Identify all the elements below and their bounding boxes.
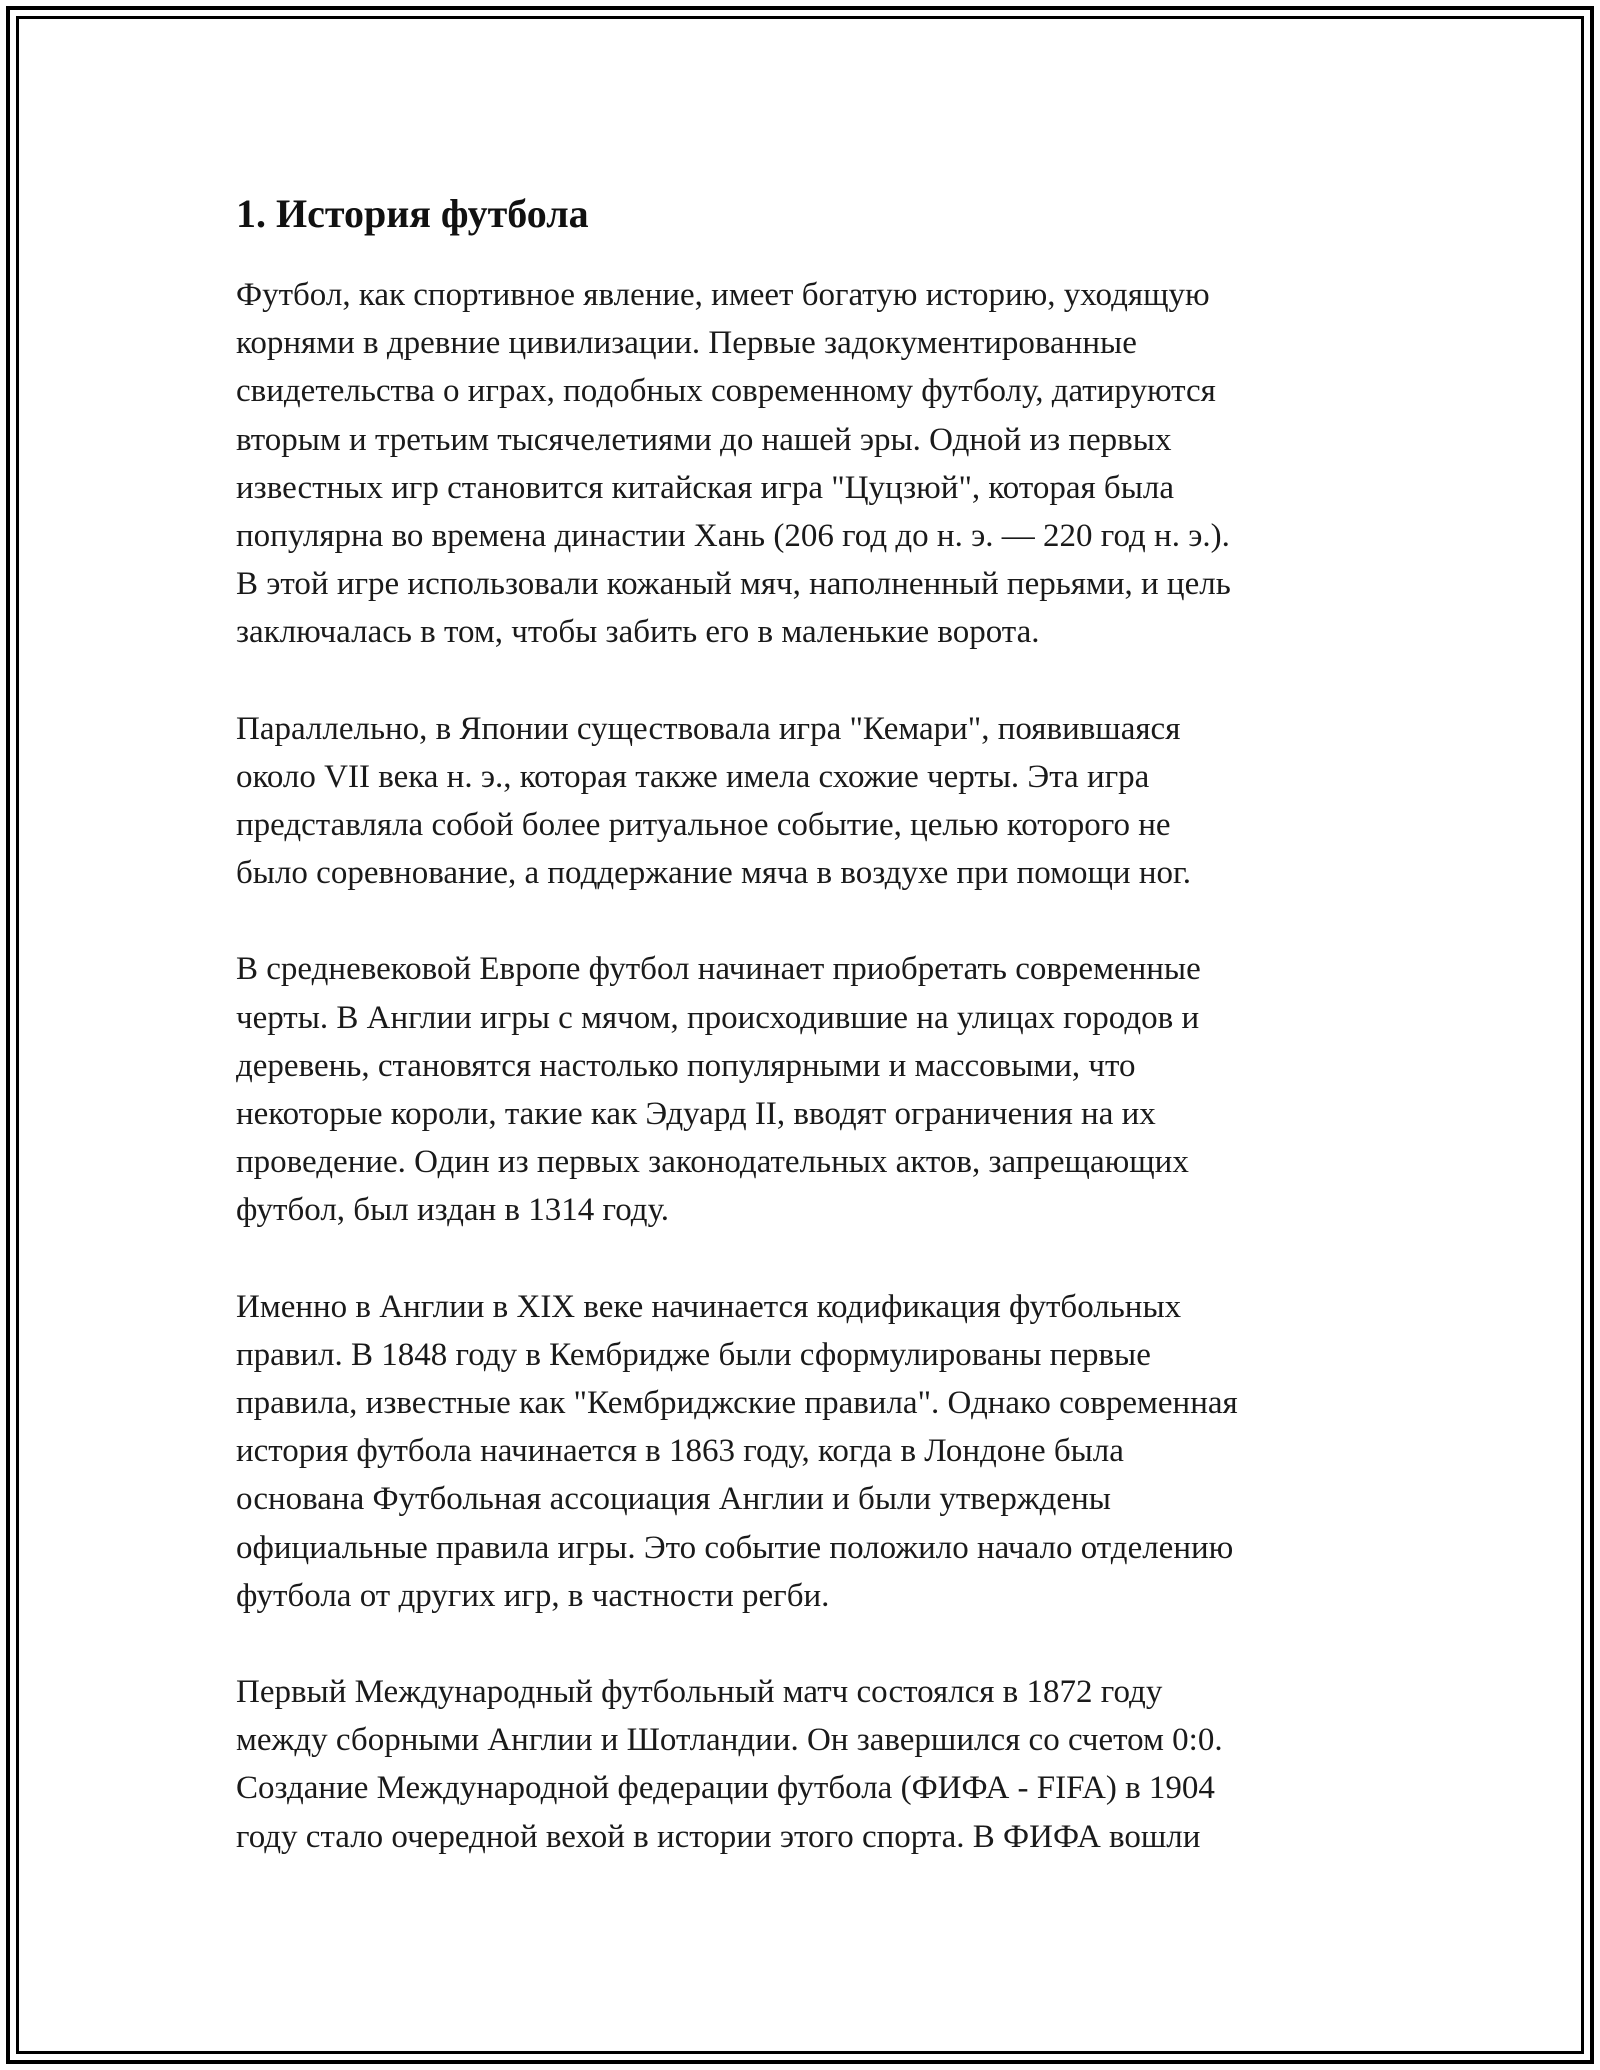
paragraph — [236, 945, 1366, 1234]
paragraph-line: некоторые короли, такие как Эдуард II, вводят ограничения на их — [236, 1096, 1156, 1133]
paragraph-line: проведение. Один из первых законодательных актов, запрещающих — [236, 1144, 1189, 1181]
paragraph — [236, 1283, 1366, 1620]
paragraph-line: свидетельства о играх, подобных современному футболу, датируются — [236, 373, 1216, 410]
paragraph-line: основана Футбольная ассоциация Англии и были утверждены — [236, 1481, 1111, 1518]
paragraph-line: Параллельно, в Японии существовала игра "Кемари", появившаяся — [236, 710, 1181, 747]
paragraph-line: официальные правила игры. Это событие положило начало отделению — [236, 1529, 1234, 1566]
paragraph-line: заключалась в том, чтобы забить его в маленькие ворота. — [236, 614, 1040, 651]
paragraph-line: представляла собой более ритуальное событие, целью которого не — [236, 807, 1171, 844]
document-body — [236, 186, 1366, 1909]
paragraph — [236, 271, 1366, 657]
paragraph-line: между сборными Англии и Шотландии. Он завершился со счетом 0:0. — [236, 1722, 1223, 1759]
paragraph-line: черты. В Англии игры с мячом, происходившие на улицах городов и — [236, 999, 1200, 1036]
paragraph-line: известных игр становится китайская игра "Цуцзюй", которая была — [236, 469, 1174, 506]
paragraph-line: Первый Международный футбольный матч состоялся в 1872 году — [236, 1674, 1163, 1711]
paragraph-line: году стало очередной вехой в истории этого спорта. В ФИФА вошли — [236, 1818, 1201, 1855]
paragraph-line: деревень, становятся настолько популярными и массовыми, что — [236, 1047, 1136, 1084]
paragraph — [236, 1668, 1366, 1861]
paragraph-line: история футбола начинается в 1863 году, когда в Лондоне была — [236, 1433, 1124, 1470]
paragraph-line: правила, известные как "Кембриджские правила". Однако современная — [236, 1385, 1238, 1422]
paragraph-line: футбола от других игр, в частности регби. — [236, 1577, 830, 1614]
paragraph-line: популярна во времена династии Хань (206 год до н. э. — 220 год н. э.). — [236, 518, 1230, 555]
paragraph-list — [236, 271, 1366, 1861]
paragraph-line: вторым и третьим тысячелетиями до нашей эры. Одной из первых — [236, 421, 1172, 458]
paragraph-line: около VII века н. э., которая также имела схожие черты. Эта игра — [236, 758, 1150, 795]
paragraph-line: Именно в Англии в XIX веке начинается кодификация футбольных — [236, 1288, 1182, 1325]
paragraph-line: В средневековой Европе футбол начинает приобретать современные — [236, 951, 1201, 988]
paragraph-line: Футбол, как спортивное явление, имеет богатую историю, уходящую — [236, 277, 1210, 313]
paragraph-line: правил. В 1848 году в Кембридже были сформулированы первые — [236, 1336, 1151, 1373]
paragraph-line: было соревнование, а поддержание мяча в воздухе при помощи ног. — [236, 855, 1192, 892]
paragraph-line: корнями в древние цивилизации. Первые задокументированные — [236, 325, 1137, 362]
paragraph-line: футбол, был издан в 1314 году. — [236, 1192, 670, 1229]
paragraph-line: Создание Международной федерации футбола (ФИФА - FIFA) в 1904 — [236, 1770, 1215, 1807]
section-heading: 1. История футбола — [236, 191, 589, 236]
paragraph-line: В этой игре использовали кожаный мяч, наполненный перьями, и цель — [236, 566, 1231, 603]
paragraph — [236, 705, 1366, 898]
